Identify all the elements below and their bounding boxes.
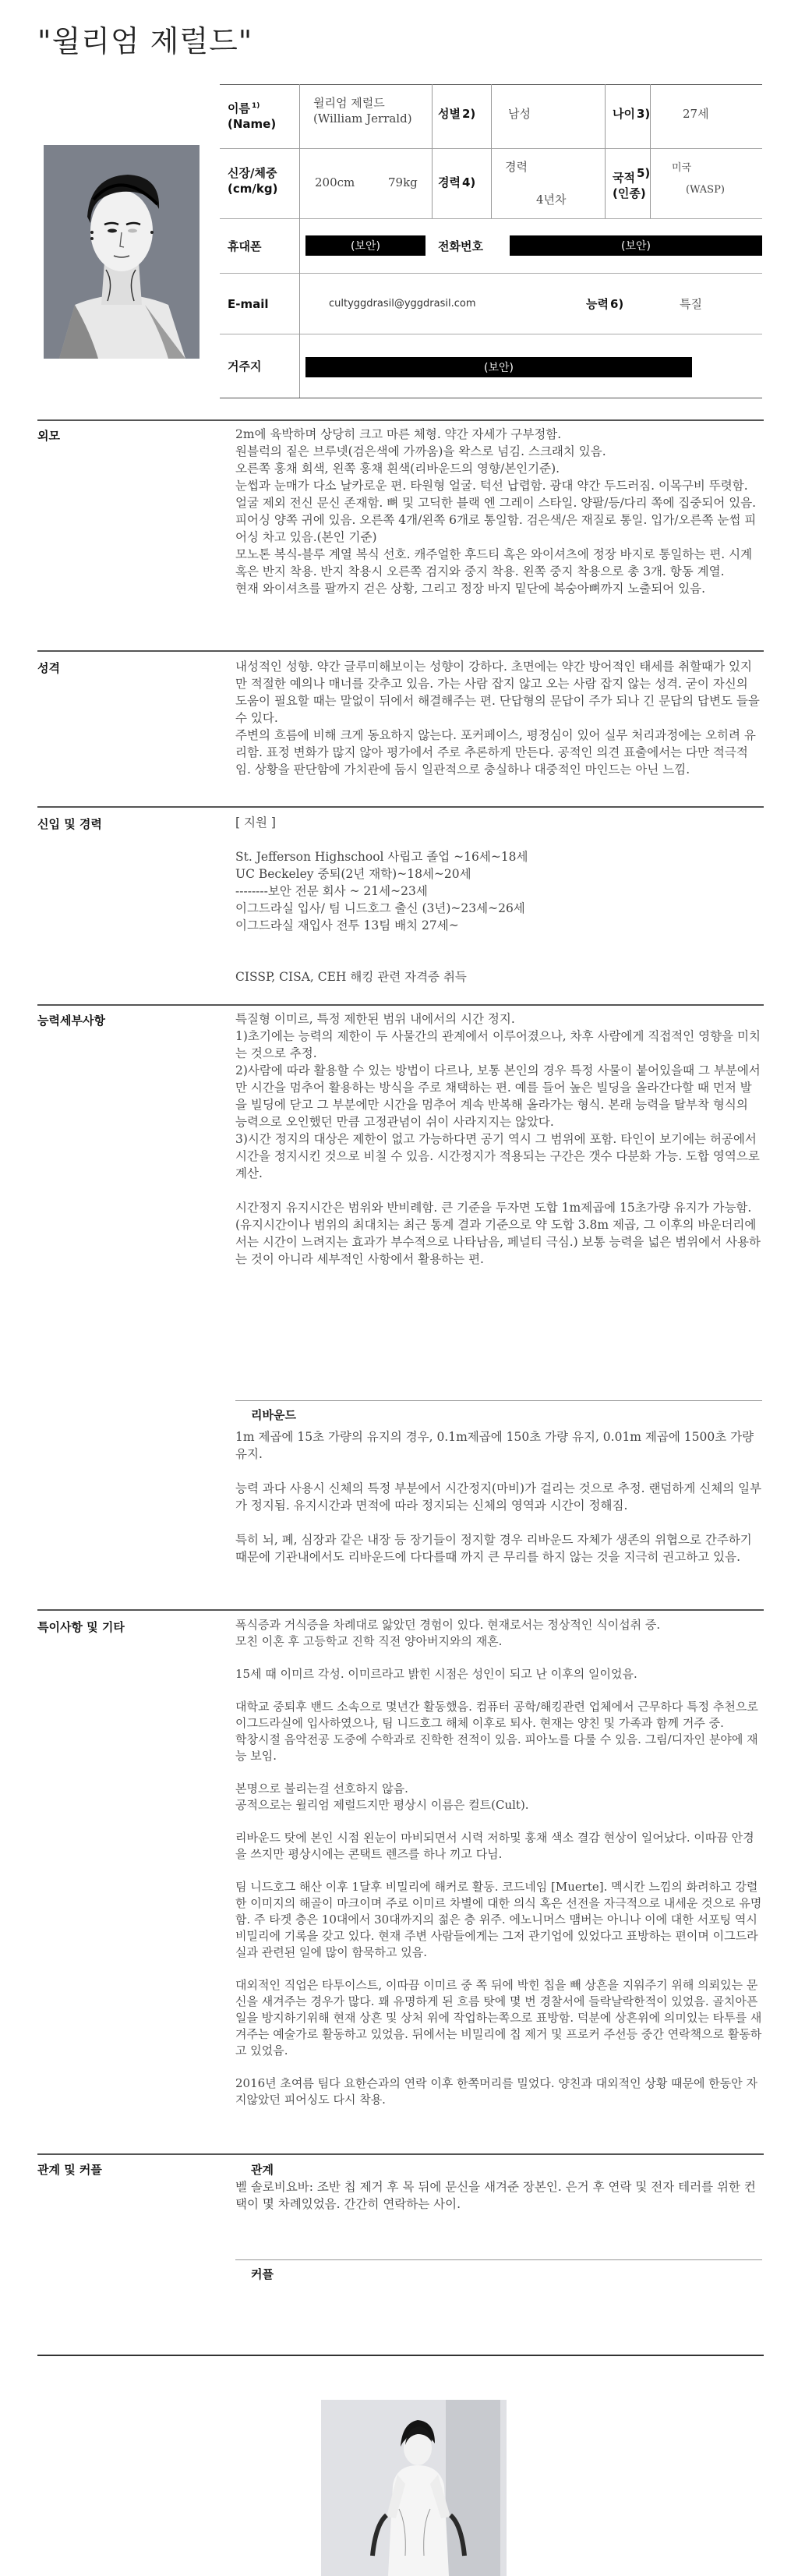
weight-value: 79kg xyxy=(388,175,418,189)
name-label-en: (Name) xyxy=(228,117,277,131)
gender-label-cell xyxy=(438,106,475,122)
career-value-cell xyxy=(505,159,567,207)
age-note: 3) xyxy=(636,107,651,121)
ability-line: 1)초기에는 능력의 제한이 두 사물간의 관계에서 이루어졌으나, 차후 사람에게 직접적인 영향을 미치는 것으로 추정. xyxy=(235,1029,761,1060)
special-line xyxy=(235,2059,762,2075)
ability-line: 3)시간 정지의 대상은 제한이 없고 가능하다면 공기 역시 그 범위에 포함. 타인이 보기에는 허공에서 시간을 정지시킨 것으로 비칠 수 있음. 시간정지가 적용되는 구간은 갯수 다분화 가능. 도합 영역으로 계산. xyxy=(235,1132,760,1180)
age-value: 27세 xyxy=(683,107,709,121)
ability-line: 특질형 이미르, 특정 제한된 범위 내에서의 시간 정지. xyxy=(235,1012,515,1026)
email-value: cultyggdrasil@yggdrasil.com xyxy=(329,298,476,310)
special-line: 15세 때 이미르 각성. 이미르라고 밝힌 시점은 성인이 되고 난 이후의 일이었음. xyxy=(235,1667,637,1681)
personality-label: 성격 xyxy=(37,661,60,675)
height-value: 200cm xyxy=(315,175,355,189)
appearance-line: 피어싱 양쪽 귀에 있음. 오른쪽 4개/왼쪽 6개로 통일함. 검은색/은 재질로 통일. 입가/오른쪽 눈썹 피어싱 차고 있음.(본인 기준) xyxy=(235,513,757,544)
career-line: 이그드라실 재입사 전투 13팀 배치 27세~ xyxy=(235,918,459,932)
email-label: E-mail xyxy=(228,297,269,311)
special-line xyxy=(235,1764,762,1781)
nation-label-cell xyxy=(613,165,650,201)
special-line xyxy=(235,1961,762,1977)
nation-label-sub: (인종) xyxy=(613,186,646,200)
rebound-line: 능력 과다 사용시 신체의 특정 부분에서 시간정지(마비)가 걸리는 것으로 추정. 랜덤하게 신체의 일부가 정지됨. 유지시간과 면적에 따라 정지되는 신체의 영역과 시간이 정해짐. xyxy=(235,1481,762,1513)
nation-value-cell xyxy=(672,161,725,198)
appearance-text xyxy=(235,426,762,597)
career-line: CISSP, CISA, CEH 해킹 관련 자격증 취득 xyxy=(235,970,467,984)
rebound-line xyxy=(235,1514,762,1531)
appearance-line: 오른쪽 홍채 회색, 왼쪽 홍채 흰색(리바운드의 영향/본인기준). xyxy=(235,462,560,476)
phone-redacted: (보안) xyxy=(305,235,425,256)
tel-redacted: (보안) xyxy=(510,235,762,256)
section-rule xyxy=(37,1609,764,1611)
appearance-label: 외모 xyxy=(37,429,60,443)
nation-note: 5) xyxy=(636,166,651,180)
name-value-en: (William Jerrald) xyxy=(313,111,412,126)
nation-value: 미국 xyxy=(672,162,692,174)
rebound-text xyxy=(235,1428,762,1566)
body-label-en: (cm/kg) xyxy=(228,182,278,196)
appearance-line: 모노톤 복식-블루 계열 복식 선호. 캐주얼한 후드티 혹은 와이셔츠에 정장 바지로 통일하는 편. 시계 혹은 반지 착용. 반지 착용시 오른쪽 검지와 중지 착용. 왼쪽 중지 착용으로 총 3개. 항동 계열. xyxy=(235,547,753,579)
career-section-label: 신입 및 경력 xyxy=(37,817,102,831)
ability-label: 능력 xyxy=(586,297,609,311)
ability-line: 시간정지 유지시간은 범위와 반비례함. 큰 기준을 두자면 도합 1m제곱에 15초가량 유지가 가능함. (유지시간이나 범위의 최대치는 최근 통계 결과 기준으로 약 도합 3.8m 제곱, 그 이후의 바운더리에서는 시간이 느려지는 효과가 부수적으로 나타남음, 페널티 극심.) 보통 능력을 넓은 범위에서 사용하는 것이 아니라 세부적인 사항에서 활용하는 편. xyxy=(235,1201,761,1266)
special-line: 공적으로는 윌리엄 제럴드지만 평상시 이름은 컬트(Cult). xyxy=(235,1798,529,1812)
special-line: 모친 이혼 후 고등학교 진학 직전 양아버지와의 재혼. xyxy=(235,1634,503,1648)
career-line: --------보안 전문 회사 ~ 21세~23세 xyxy=(235,884,428,898)
career-line xyxy=(235,951,762,968)
address-redacted: (보안) xyxy=(305,357,692,377)
personality-line: 내성적인 성향. 약간 글루미해보이는 성향이 강하다. 초면에는 약간 방어적인 태세를 취할때가 있지만 적절한 예의나 매너를 갖추고 있음. 가는 사람 잡지 않고 오는 사람 잡지 않는 성격. 굳이 자신의 도움이 필요할 때는 말없이 뒤에서 해결해주는 편. 단답형의 문답이 주가 되나 긴 문답의 답변도 들을 수 있다. xyxy=(235,660,760,725)
special-line: 본명으로 불리는걸 선호하지 않음. xyxy=(235,1782,408,1796)
rebound-label: 리바운드 xyxy=(251,1408,296,1422)
fullbody-art xyxy=(321,2400,507,2576)
phone-label: 휴대폰 xyxy=(228,239,262,253)
nation-label: 국적 xyxy=(613,171,635,185)
career-note: 4) xyxy=(461,175,476,189)
rebound-rule xyxy=(235,1400,762,1401)
gender-note: 2) xyxy=(461,107,476,121)
grid-col xyxy=(432,84,433,218)
section-rule xyxy=(37,1004,764,1006)
career-label: 경력 xyxy=(438,175,461,189)
special-line: 팀 니드호그 해산 이후 1달후 비밀리에 해커로 활동. 코드네임 [Muerte]. 멕시칸 느낌의 화려하고 강렬한 이미지의 해골이 마크이며 주로 이미르 차별에 대한 의식 혹은 선전을 자극적으로 내세운 것으로 유명함. 주 타겟 층은 10대에서 30대까지의 젊은 층 위주. 에노니머스 맴버는 아니나 이에 대한 서포팅 역시 비밀리에 기록을 갖고 있다. 현재 주변 사람들에게는 그저 관기업에 있었다고 표방하는 편이며 이그드라실과 관련된 일에 많이 함묵하고 있음. xyxy=(235,1880,762,1959)
address-label: 거주지 xyxy=(228,359,262,373)
section-rule xyxy=(37,650,764,652)
body-label-cell xyxy=(228,165,298,196)
nation-value-sub: (WASP) xyxy=(686,184,725,196)
career-value: 경력 xyxy=(505,160,528,174)
relation-line: 벨 솔로비요바: 조반 칩 제거 후 목 뒤에 문신을 새겨준 장본인. 은거 후 연락 및 전자 테러를 위한 컨택이 몇 차례있었음. 간간히 연락하는 사이. xyxy=(235,2180,756,2211)
rebound-line xyxy=(235,1463,762,1480)
personality-text xyxy=(235,658,762,778)
section-rule xyxy=(37,2355,764,2356)
appearance-line: 얼굴 제외 전신 문신 존재함. 뼈 및 고딕한 블랙 엔 그레이 스타일. 양팔/등/다리 쪽에 집중되어 있음. xyxy=(235,496,757,510)
rebound-line: 1m 제곱에 15초 가량의 유지의 경우, 0.1m제곱에 150초 가량 유지, 0.01m 제곱에 1500초 가량 유지. xyxy=(235,1430,754,1461)
portrait-illustration xyxy=(44,145,200,359)
grid-col xyxy=(491,84,492,218)
relation-text xyxy=(235,2178,762,2213)
couple-rule xyxy=(235,2259,762,2260)
gender-value: 남성 xyxy=(508,107,531,121)
special-line xyxy=(235,1650,762,1666)
personality-line: 주변의 흐름에 비해 크게 동요하지 않는다. 포커페이스, 평정심이 있어 실무 처리과정에는 오히려 유리함. 표정 변화가 많지 않아 평가에서 주로 추론하게 만든다. 공적인 의견 표출에서는 다만 적극적임. 상황을 판단함에 가치관에 둠시 일관적으로 충실하나 대중적인 마인드는 아닌 느낌. xyxy=(235,728,756,777)
grid-col xyxy=(605,84,606,218)
career-line xyxy=(235,831,762,848)
special-line xyxy=(235,1863,762,1879)
special-line: 2016년 초여름 팀다 요한슨과의 연락 이후 한쪽머리를 밀었다. 양친과 대외적인 상황 때문에 한동안 자지않았던 피어싱도 다시 착용. xyxy=(235,2076,758,2107)
grid-col xyxy=(299,84,300,398)
rebound-line: 특히 뇌, 폐, 심장과 같은 내장 등 장기들이 정지할 경우 리바운드 자체가 생존의 위협으로 간주하기 때문에 기관내에서도 리바운드에 다다를때 까지 큰 무리를 하지 않는 것을 지극히 권고하고 있음. xyxy=(235,1533,752,1564)
appearance-line: 눈썹과 눈매가 다소 날카로운 편. 타원형 얼굴. 턱선 납렵함. 광대 약간 두드러짐. 이목구비 뚜렷함. xyxy=(235,479,748,493)
special-line: 리바운드 탓에 본인 시점 왼눈이 마비되면서 시력 저하및 홍채 색소 결감 현상이 일어났다. 이따끔 안경을 쓰지만 평상시에는 콘택트 렌즈를 하나 끼고 다님. xyxy=(235,1831,754,1861)
special-line xyxy=(235,1683,762,1699)
age-label-cell xyxy=(613,106,650,122)
character-portrait xyxy=(44,145,200,359)
section-rule xyxy=(37,2153,764,2155)
relation-head: 관계 xyxy=(251,2163,274,2177)
fullbody-illustration xyxy=(321,2400,507,2576)
body-label: 신장/체중 xyxy=(228,166,277,180)
section-rule xyxy=(37,806,764,808)
ability-line xyxy=(235,1182,762,1199)
special-label: 특이사항 및 기타 xyxy=(37,1620,125,1634)
ability-note: 6) xyxy=(609,297,624,311)
special-line: 대학교 중퇴후 밴드 소속으로 몇년간 활동했음. 컴퓨터 공학/해킹관련 업체에서 근무하다 특정 추천으로 이그드라실에 입사하였으나, 팀 니드호그 해체 이후로 퇴사. 현재는 양친 및 가족과 함께 거주 중. xyxy=(235,1700,758,1730)
career-line: [ 지원 ] xyxy=(235,816,276,830)
name-label: 이름 xyxy=(228,101,250,115)
ability-value: 특질 xyxy=(680,297,702,311)
special-text xyxy=(235,1617,762,2108)
relations-label: 관계 및 커플 xyxy=(37,2163,102,2177)
career-text xyxy=(235,814,762,985)
couple-head: 커플 xyxy=(251,2267,274,2281)
ability-line: 2)사람에 따라 활용할 수 있는 방법이 다르나, 보통 본인의 경우 특정 사물이 붙어있을때 그 부분에서만 시간을 멈추어 활용하는 방식을 주로 채택하는 편. 예를 들어 높은 빌딩을 올라간다할 때 먼저 발을 빌딩에 닫고 그 부분에만 시간을 멈추어 계속 반복해 올라가는 형식. 본래 능력을 탈부착 형식의 능력으로 오인했던 만큼 고정관념이 쉬이 사라지지는 않았다. xyxy=(235,1063,761,1129)
special-line: 폭식증과 거식증을 차례대로 앓았던 경험이 있다. 현재로서는 정상적인 식이섭취 중. xyxy=(235,1618,661,1632)
name-value: 윌리엄 제럴드 xyxy=(313,96,385,110)
appearance-line: 원블럭의 짙은 브루넷(검은색에 가까움)을 왁스로 넘김. 스크래치 있음. xyxy=(235,444,606,458)
name-note: 1) xyxy=(251,102,260,110)
ability-text xyxy=(235,1010,762,1268)
special-line: 대외적인 직업은 타투이스트, 이따끔 이미르 중 쪽 뒤에 박힌 칩을 빼 상흔을 지워주기 위해 의뢰있는 문신을 새겨주는 경우가 많다. 꽤 유명하게 된 흐름 탓에 몇 번 경찰서에 들락날락한적이 있었음. 골치아픈 일을 방지하기위해 현재 상흔 및 상처 위에 작업하는쪽으로 표방함. 덕분에 상흔위에 의미있는 타투를 새겨주는 예술가로 활동하고 있었음. 뒤에서는 비밀리에 칩 제거 및 프로커 주선등 중간 연락책으로 활동하고 있었음. xyxy=(235,1978,762,2058)
career-line: St. Jefferson Highschool 사립고 졸업 ~16세~18세 xyxy=(235,850,528,864)
appearance-line: 2m에 육박하며 상당히 크고 마른 체형. 약간 자세가 구부정함. xyxy=(235,427,562,441)
gender-label: 성별 xyxy=(438,107,461,121)
appearance-line: 현재 와이셔츠를 팔까지 걷은 상황, 그리고 정장 바지 밑단에 복숭아뼈까지 노출되어 있음. xyxy=(235,582,706,596)
ability-section-label: 능력세부사항 xyxy=(37,1014,105,1028)
name-value-cell xyxy=(313,95,430,126)
career-label-cell xyxy=(438,175,475,190)
special-line: 학창시절 음악전공 도중에 수학과로 진학한 전적이 있음. 피아노를 다룰 수 있음. 그림/디자인 분야에 재능 보임. xyxy=(235,1732,758,1763)
special-line xyxy=(235,1813,762,1830)
section-rule xyxy=(37,419,764,421)
page-title: "윌리엄 제럴드" xyxy=(37,24,253,58)
career-line: 이그드라실 입사/ 팀 니드호그 출신 (3년)~23세~26세 xyxy=(235,901,525,915)
tel-label: 전화번호 xyxy=(438,239,483,253)
career-line: UC Beckeley 중퇴(2년 재학)~18세~20세 xyxy=(235,867,471,881)
age-label: 나이 xyxy=(613,107,635,121)
career-line xyxy=(235,934,762,951)
grid-rule xyxy=(220,273,762,274)
name-label-cell xyxy=(228,98,298,132)
grid-rule xyxy=(220,218,762,219)
ability-label-cell xyxy=(586,296,623,312)
career-years: 4년차 xyxy=(536,193,567,207)
